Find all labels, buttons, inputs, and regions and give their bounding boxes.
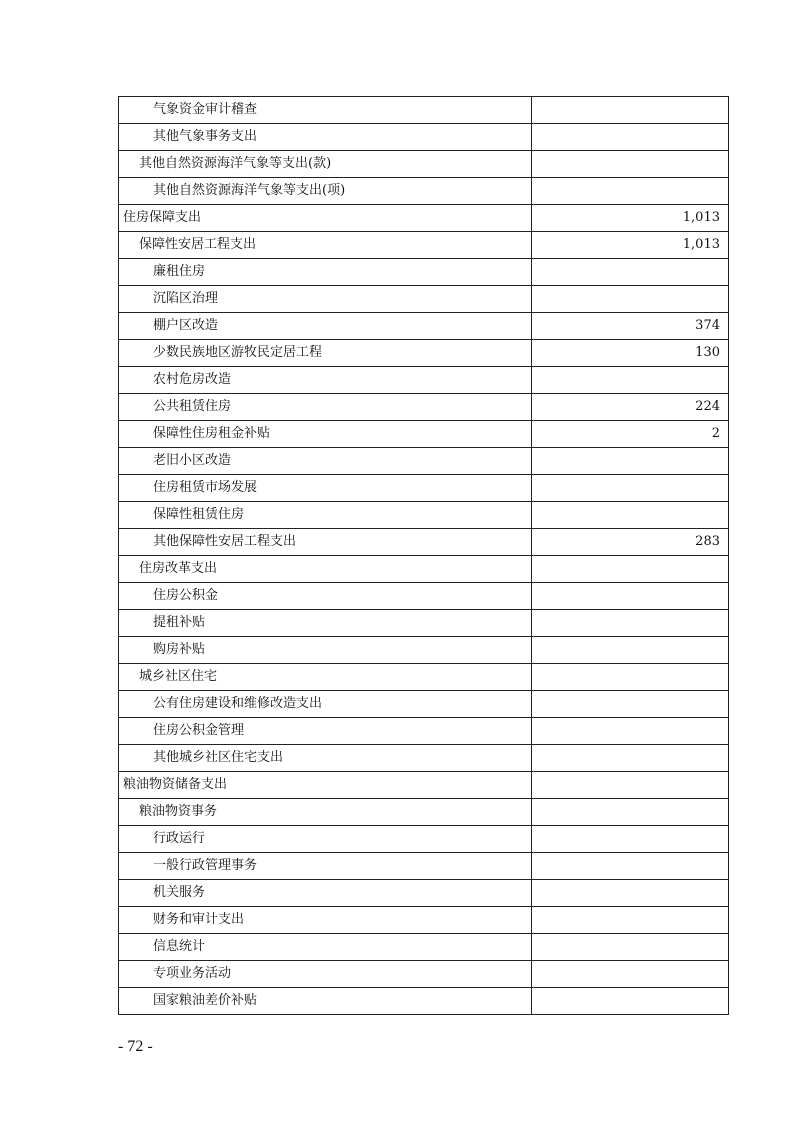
table-row xyxy=(119,340,729,367)
item-name-cell: 其他保障性安居工程支出 xyxy=(119,529,532,556)
item-name-cell: 购房补贴 xyxy=(119,637,532,664)
item-value-cell xyxy=(532,799,729,826)
table-row xyxy=(119,394,729,421)
item-value-cell xyxy=(532,151,729,178)
table-row xyxy=(119,853,729,880)
item-name-cell: 保障性安居工程支出 xyxy=(119,232,532,259)
item-name-cell: 沉陷区治理 xyxy=(119,286,532,313)
item-value-cell: 374 xyxy=(532,313,729,340)
table-row xyxy=(119,421,729,448)
table-row xyxy=(119,286,729,313)
item-name-cell: 农村危房改造 xyxy=(119,367,532,394)
table-row xyxy=(119,367,729,394)
item-value-cell xyxy=(532,961,729,988)
table-row xyxy=(119,124,729,151)
item-value-cell xyxy=(532,745,729,772)
item-name-cell: 国家粮油差价补贴 xyxy=(119,988,532,1015)
item-value-cell: 1,013 xyxy=(532,205,729,232)
item-name-cell: 机关服务 xyxy=(119,880,532,907)
table-row xyxy=(119,718,729,745)
item-name-cell: 其他自然资源海洋气象等支出(款) xyxy=(119,151,532,178)
item-value-cell xyxy=(532,286,729,313)
item-name-cell: 提租补贴 xyxy=(119,610,532,637)
item-value-cell xyxy=(532,718,729,745)
item-value-cell xyxy=(532,97,729,124)
item-name-cell: 行政运行 xyxy=(119,826,532,853)
table-row xyxy=(119,745,729,772)
table-row xyxy=(119,880,729,907)
item-name-cell: 信息统计 xyxy=(119,934,532,961)
item-name-cell: 住房公积金管理 xyxy=(119,718,532,745)
item-value-cell xyxy=(532,826,729,853)
table-row xyxy=(119,610,729,637)
item-value-cell xyxy=(532,988,729,1015)
table-row xyxy=(119,556,729,583)
item-name-cell: 少数民族地区游牧民定居工程 xyxy=(119,340,532,367)
table-row xyxy=(119,583,729,610)
table-row xyxy=(119,934,729,961)
table-row xyxy=(119,529,729,556)
table-row xyxy=(119,313,729,340)
item-value-cell xyxy=(532,934,729,961)
item-name-cell: 其他自然资源海洋气象等支出(项) xyxy=(119,178,532,205)
table-row xyxy=(119,502,729,529)
table-row xyxy=(119,961,729,988)
item-name-cell: 住房保障支出 xyxy=(119,205,532,232)
item-name-cell: 廉租住房 xyxy=(119,259,532,286)
table-row xyxy=(119,475,729,502)
item-name-cell: 专项业务活动 xyxy=(119,961,532,988)
item-name-cell: 其他城乡社区住宅支出 xyxy=(119,745,532,772)
item-value-cell xyxy=(532,259,729,286)
item-value-cell xyxy=(532,637,729,664)
item-value-cell xyxy=(532,853,729,880)
table-row xyxy=(119,97,729,124)
item-name-cell: 财务和审计支出 xyxy=(119,907,532,934)
table-row xyxy=(119,664,729,691)
item-value-cell xyxy=(532,664,729,691)
item-name-cell: 住房租赁市场发展 xyxy=(119,475,532,502)
table-row xyxy=(119,691,729,718)
table-row xyxy=(119,907,729,934)
item-value-cell xyxy=(532,556,729,583)
item-name-cell: 粮油物资储备支出 xyxy=(119,772,532,799)
item-name-cell: 其他气象事务支出 xyxy=(119,124,532,151)
item-value-cell: 1,013 xyxy=(532,232,729,259)
table-row xyxy=(119,232,729,259)
item-value-cell xyxy=(532,367,729,394)
item-value-cell xyxy=(532,880,729,907)
item-value-cell xyxy=(532,907,729,934)
table-row xyxy=(119,448,729,475)
item-value-cell xyxy=(532,691,729,718)
page-number: - 72 - xyxy=(118,1038,153,1055)
table-row xyxy=(119,178,729,205)
item-name-cell: 公有住房建设和维修改造支出 xyxy=(119,691,532,718)
item-value-cell xyxy=(532,772,729,799)
item-value-cell xyxy=(532,610,729,637)
item-value-cell: 130 xyxy=(532,340,729,367)
item-value-cell xyxy=(532,178,729,205)
table-row xyxy=(119,259,729,286)
table-body xyxy=(119,97,729,1015)
item-name-cell: 住房公积金 xyxy=(119,583,532,610)
item-name-cell: 住房改革支出 xyxy=(119,556,532,583)
table-row xyxy=(119,151,729,178)
table-row xyxy=(119,988,729,1015)
item-value-cell: 2 xyxy=(532,421,729,448)
item-name-cell: 保障性租赁住房 xyxy=(119,502,532,529)
item-value-cell: 224 xyxy=(532,394,729,421)
item-name-cell: 气象资金审计稽查 xyxy=(119,97,532,124)
item-name-cell: 城乡社区住宅 xyxy=(119,664,532,691)
table-row xyxy=(119,205,729,232)
item-name-cell: 公共租赁住房 xyxy=(119,394,532,421)
item-name-cell: 老旧小区改造 xyxy=(119,448,532,475)
item-value-cell xyxy=(532,502,729,529)
item-name-cell: 一般行政管理事务 xyxy=(119,853,532,880)
item-value-cell xyxy=(532,583,729,610)
table-row xyxy=(119,826,729,853)
item-name-cell: 粮油物资事务 xyxy=(119,799,532,826)
item-value-cell: 283 xyxy=(532,529,729,556)
table-row xyxy=(119,772,729,799)
item-value-cell xyxy=(532,475,729,502)
item-name-cell: 棚户区改造 xyxy=(119,313,532,340)
table-row xyxy=(119,799,729,826)
budget-table xyxy=(118,96,729,1015)
table-row xyxy=(119,637,729,664)
item-value-cell xyxy=(532,448,729,475)
item-value-cell xyxy=(532,124,729,151)
item-name-cell: 保障性住房租金补贴 xyxy=(119,421,532,448)
